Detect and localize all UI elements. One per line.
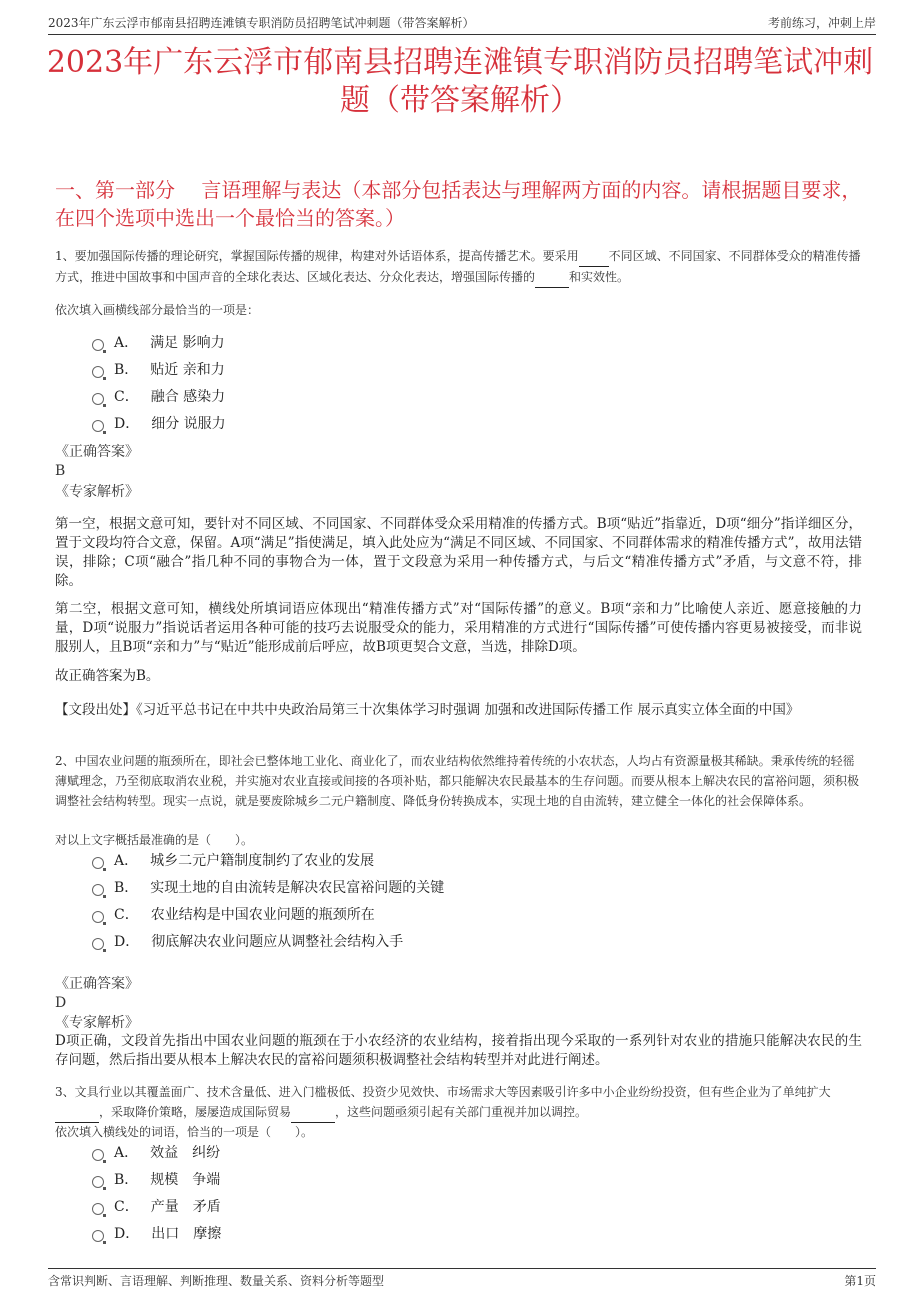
q1-stem-part-c: 和实效性。 (569, 270, 630, 284)
q2-option-d[interactable] (92, 932, 403, 952)
q1-stem-part-b: 不同区域、不同国家、不同群体受众的精准传播方式，推进中国故事和中国声音的全球化表达、区域化表达、分众化表达，增强国际传播的 (55, 249, 861, 284)
q1-source: 【文段出处】《习近平总书记在中共中央政治局第三十次集体学习时强调 加强和改进国际传播工作 展示真实立体全面的中国》 (55, 702, 800, 718)
q1-analysis-label: 《专家解析》 (55, 484, 139, 500)
title-line-2: 题（带答案解析） (340, 83, 580, 118)
q3-blank-2 (291, 1102, 335, 1123)
q1-blank-1 (579, 246, 609, 267)
title-line-1: 2023年广东云浮市郁南县招聘连滩镇专职消防员招聘笔试冲刺 (46, 45, 874, 80)
q1-stem-part-a: 1、要加强国际传播的理论研究，掌握国际传播的规律，构建对外话语体系，提高传播艺术。要采用 (55, 249, 579, 263)
option-text: 城乡二元户籍制度制约了农业的发展 (150, 853, 375, 869)
q2-option-c[interactable] (92, 905, 375, 925)
radio-icon[interactable] (92, 339, 104, 351)
q1-analysis-conclusion: 故正确答案为B。 (55, 668, 160, 684)
option-text: 出口 摩擦 (151, 1226, 222, 1242)
option-letter: B． (114, 362, 139, 378)
option-letter: D． (114, 416, 140, 432)
option-text: 贴近 亲和力 (150, 362, 225, 378)
q2-analysis-label: 《专家解析》 (55, 1015, 139, 1031)
radio-icon[interactable] (92, 1203, 104, 1215)
option-text: 实现土地的自由流转是解决农民富裕问题的关键 (150, 880, 445, 896)
radio-icon[interactable] (92, 366, 104, 378)
option-text: 彻底解决农业问题应从调整社会结构入手 (151, 934, 404, 950)
option-letter: C． (114, 907, 139, 923)
radio-icon[interactable] (92, 938, 104, 950)
option-letter: A． (114, 335, 139, 351)
q1-analysis-paragraph-2: 第二空，根据文意可知，横线处所填词语应体现出“精准传播方式”对“国际传播”的意义。B项“亲和力”比喻使人亲近、愿意接触的力量，D项“说服力”指说话者运用各种可能的技巧去说服受众的能力，采用精准的方式进行“国际传播”可使传播内容更易被接受，而非说服别人，且B项“亲和力”与“贴近”能形成前后呼应，故B项更契合文意，当选，排除D项。 (55, 601, 862, 655)
radio-icon[interactable] (92, 420, 104, 432)
footer-note: 含常识判断、言语理解、判断推理、数量关系、资料分析等题型 (48, 1273, 385, 1288)
q1-option-b[interactable] (92, 360, 225, 380)
q3-stem-part-b: ，采取降价策略，屡屡造成国际贸易 (99, 1105, 292, 1119)
radio-icon[interactable] (92, 884, 104, 896)
q1-option-c[interactable] (92, 387, 225, 407)
q2-answer-label: 《正确答案》 (55, 976, 139, 992)
q1-answer-label: 《正确答案》 (55, 444, 139, 460)
radio-icon[interactable] (92, 857, 104, 869)
question-2-stem: 2、中国农业问题的瓶颈所在，即社会已整体地工业化、商业化了，而农业结构依然维持着传统的小农状态，人均占有资源量极其稀缺。秉承传统的轻徭薄赋理念，乃至彻底取消农业税，并实施对农业直接或间接的各项补贴，都只能解决农民最基本的生存问题。而要从根本上解决农民的富裕问题，须积极调整社会结构转型。现实一点说，就是要废除城乡二元户籍制度、降低身份转换成本，实现土地的自由流转，建立健全一体化的社会保障体系。 (55, 754, 860, 808)
option-text: 效益 纠纷 (150, 1145, 221, 1161)
radio-icon[interactable] (92, 393, 104, 405)
q3-option-b[interactable] (92, 1170, 220, 1190)
q3-stem-part-c: ，这些问题亟须引起有关部门重视并加以调控。 (335, 1105, 588, 1119)
option-text: 农业结构是中国农业问题的瓶颈所在 (150, 907, 375, 923)
radio-icon[interactable] (92, 1176, 104, 1188)
q1-option-d[interactable] (92, 414, 226, 434)
option-letter: D． (114, 934, 140, 950)
header-doc-title: 2023年广东云浮市郁南县招聘连滩镇专职消防员招聘笔试冲刺题（带答案解析） (48, 15, 475, 30)
q3-stem-part-a: 3、文具行业以其覆盖面广、技术含量低、进入门槛极低、投资少见效快、市场需求大等因素吸引许多中小企业纷纷投资，但有些企业为了单纯扩大 (55, 1085, 831, 1099)
page-header (48, 10, 876, 35)
question-2-prompt: 对以上文字概括最准确的是（ ）。 (55, 833, 254, 847)
q1-blank-2 (535, 267, 569, 288)
page-number: 第1页 (844, 1273, 876, 1288)
option-text: 规模 争端 (150, 1172, 221, 1188)
option-letter: B． (114, 880, 139, 896)
page-footer (48, 1268, 876, 1291)
q3-blank-1 (55, 1102, 99, 1123)
option-letter: B． (114, 1172, 139, 1188)
q3-option-a[interactable] (92, 1143, 220, 1163)
option-letter: A． (114, 1145, 139, 1161)
option-text: 满足 影响力 (150, 335, 225, 351)
header-slogan: 考前练习，冲刺上岸 (767, 15, 876, 30)
option-text: 细分 说服力 (151, 416, 226, 432)
page-title (40, 44, 880, 120)
radio-icon[interactable] (92, 1230, 104, 1242)
option-text: 产量 矛盾 (150, 1199, 221, 1215)
question-1-stem (55, 246, 862, 288)
q2-option-a[interactable] (92, 851, 374, 871)
q2-option-b[interactable] (92, 878, 444, 898)
q2-answer: D (55, 995, 67, 1011)
question-1-prompt: 依次填入画横线部分最恰当的一项是： (55, 303, 260, 317)
option-letter: C． (114, 389, 139, 405)
option-letter: A． (114, 853, 139, 869)
question-3-stem (55, 1082, 862, 1123)
radio-icon[interactable] (92, 1149, 104, 1161)
q2-analysis-paragraph: D项正确，文段首先指出中国农业问题的瓶颈在于小农经济的农业结构，接着指出现今采取的一系列针对农业的措施只能解决农民的生存问题，然后指出要从根本上解决农民的富裕问题须积极调整社会结构转型并对此进行阐述。 (55, 1033, 862, 1068)
q1-option-a[interactable] (92, 333, 225, 353)
option-letter: D． (114, 1226, 140, 1242)
q1-answer: B (55, 463, 66, 479)
q1-analysis-paragraph-1: 第一空，根据文意可知，要针对不同区域、不同国家、不同群体受众采用精准的传播方式。B项“贴近”指靠近，D项“细分”指详细区分，置于文段均符合文意，保留。A项“满足”指使满足，填入此处应为“满足不同区域、不同国家、不同群体需求的精准传播方式”，故用法错误，排除；C项“融合”指几种不同的事物合为一体，置于文段意为采用一种传播方式，与后文“精准传播方式”矛盾，与文意不符，排除。 (55, 516, 862, 589)
option-letter: C． (114, 1199, 139, 1215)
radio-icon[interactable] (92, 911, 104, 923)
section-heading: 一、第一部分 言语理解与表达（本部分包括表达与理解两方面的内容。请根据题目要求，在四个选项中选出一个最恰当的答案。） (55, 178, 862, 230)
q3-option-c[interactable] (92, 1197, 221, 1217)
question-3-prompt: 依次填入横线处的词语，恰当的一项是（ ）。 (55, 1125, 314, 1139)
option-text: 融合 感染力 (150, 389, 226, 405)
q3-option-d[interactable] (92, 1224, 221, 1244)
